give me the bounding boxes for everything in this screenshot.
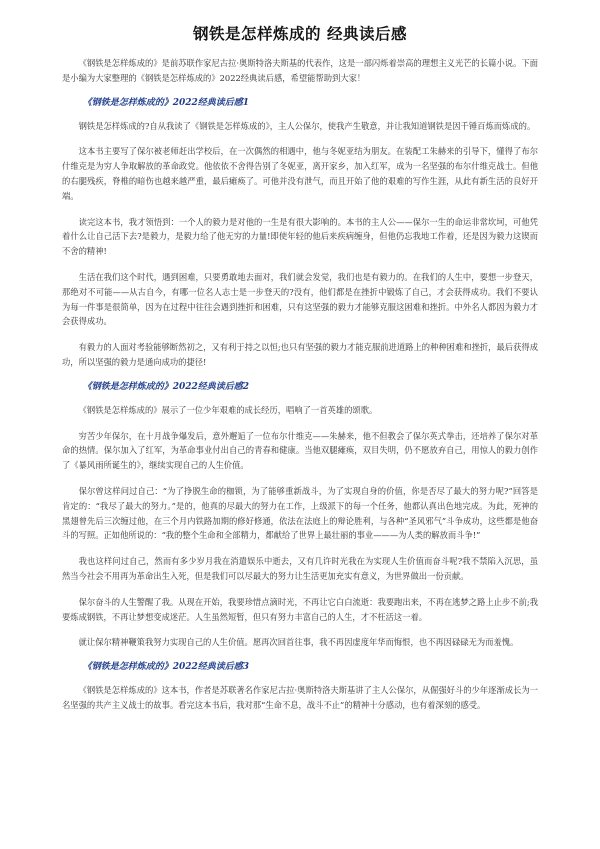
section-2-paragraph-2: 穷苦少年保尔，在十月战争爆发后，意外邂逅了一位布尔什维克——朱赫来，他不但教会了保尔英式拳击，还培养了保尔对革命的热情。保尔加入了红军，为革命事业付出自己的青春和健康。当他双腿瘫痪，双目失明，仍不愿放弃自己，用惊人的毅力创作了《暴风雨所诞生的》，继续实现自己的人生价值。 <box>62 430 538 471</box>
section-1-paragraph-1: 钢铁是怎样炼成的?自从我读了《钢铁是怎样炼成的》，主人公保尔，使我产生敬意，并让我知道钢铁是因千锤百炼而炼成的。 <box>78 120 536 131</box>
section-heading-2 <box>62 381 538 394</box>
section-heading-1-text: 《钢铁是怎样炼成的》2022经典读后感1 <box>82 97 249 108</box>
section-heading-2-text: 《钢铁是怎样炼成的》2022经典读后感2 <box>82 381 249 392</box>
intro-paragraph: 《钢铁是怎样炼成的》是前苏联作家尼古拉·奥斯特洛夫斯基的代表作，这是一部闪烁着崇高的理想主义光芒的长篇小说。下面是小编为大家整理的《钢铁是怎样炼成的》2022经典读后感，希望能帮助到大家！ <box>62 58 538 83</box>
section-2-paragraph-1: 《钢铁是怎样炼成的》展示了一位少年艰难的成长经历，唱响了一首英雄的颂歌。 <box>78 404 378 415</box>
section-heading-1 <box>62 97 538 110</box>
section-2-paragraph-4: 我也这样问过自己，然而有多少岁月我在消遣娱乐中逝去，又有几许时光我在为实现人生价值而奋斗呢?我不禁陷入沉思，虽然当今社会不用再为革命出生入死，但是我们可以尽最大的努力让生活更加充实有意义，为世界做出一份贡献。 <box>62 556 538 581</box>
section-1-paragraph-3: 读完这本书，我才领悟到：一个人的毅力是对他的一生是有很大影响的。本书的主人公——保尔一生的命运非常坎坷，可他凭着什么让自己活下去?是毅力，是毅力给了他无穷的力量!即使年轻的他后来疾病缠身，但他仍忘我地工作着，还是因为毅力这锲而不舍的精神! <box>62 216 538 257</box>
section-2-paragraph-3: 保尔曾这样问过自己：“为了挣脱生命的枷锁，为了能够重新战斗，为了实现自身的价值，你是否尽了最大的努力呢?”回答是肯定的：“我尽了最大的努力。”是的，他真的尽最大的努力在工作，上级派下的每一个任务，他都认真出色地完成。为此，死神的黑翅曾先后三次缠过他，在三个月内铁路加期的修好修通，依法在法庭上的辩论胜利，与各种“圣风邪气”斗争成功，这些都是他奋斗的写照。正如他所说的：“我的整个生命和全部精力，都献给了世界上最壮丽的事业———为人类的解放而斗争!” <box>62 485 538 541</box>
section-1-paragraph-2: 这本书主要写了保尔被老师赶出学校后，在一次偶然的相遇中，他与冬妮亚结为朋友。在装配工朱赫来的引导下，懂得了布尔什维克是为穷人争取解放的革命政党。他依依不舍得告别了冬妮亚，离开家乡，加入红军，成为一名坚强的布尔什维克战士。但他的右腿残疾，脊椎的暗伤也越来越严重，最后瘫痪了。可他并没有泄气，而且开始了他的艰难的写作生涯，从此有新生活的良好开端。 <box>62 146 538 201</box>
section-1-paragraph-5: 有毅力的人面对考验能够断然初之，又有利于持之以恒;也只有坚强的毅力才能克服前进道路上的种种困难和挫折，最后获得成功，所以坚强的毅力是通向成功的捷径! <box>62 342 538 367</box>
section-2-paragraph-5: 保尔奋斗的人生警醒了我。从现在开始，我要珍惜点滴时光，不再让它白白流逝：我要跑出来，不再在逃梦之路上止步不前;我要炼成钢铁，不再让梦想变成迷茫。人生虽然短暂，但只有努力丰富自己的人生，才不枉活这一着。 <box>62 596 538 622</box>
section-1-paragraph-4: 生活在我们这个时代，遇到困难，只要勇敢地去面对，我们就会发觉，我们也是有毅力的。在我们的人生中，要想一步登天，那绝对不可能——从古自今，有哪一位名人志士是一步登天的?没有，他们都是在挫折中锻炼了自己，才会获得成功。我们不要认为每一件事是很简单，因为在过程中往往会遇到挫折和困难，只有这坚强的毅力才能够克服这困难和挫折。中外名人都因为毅力才会获得成功。 <box>62 271 538 327</box>
section-heading-3 <box>62 661 538 674</box>
page-title: 钢铁是怎样炼成的 经典读后感 <box>193 25 407 43</box>
section-3-paragraph-1: 《钢铁是怎样炼成的》这本书，作者是苏联著名作家尼古拉·奥斯特洛夫斯基讲了主人公保尔，从倔强好斗的少年逐渐成长为一名坚强的共产主义战士的故事。看完这本书后，我对那“生命不息，战斗不止”的精神十分感动，也有着深刻的感受。 <box>62 685 538 710</box>
section-heading-3-text: 《钢铁是怎样炼成的》2022经典读后感3 <box>82 662 249 673</box>
section-2-paragraph-6: 就让保尔精神鞭策我努力实现自己的人生价值。愿再次回首往事，我不再因虚度年华而悔恨，也不再因碌碌无为而羞愧。 <box>78 637 519 648</box>
